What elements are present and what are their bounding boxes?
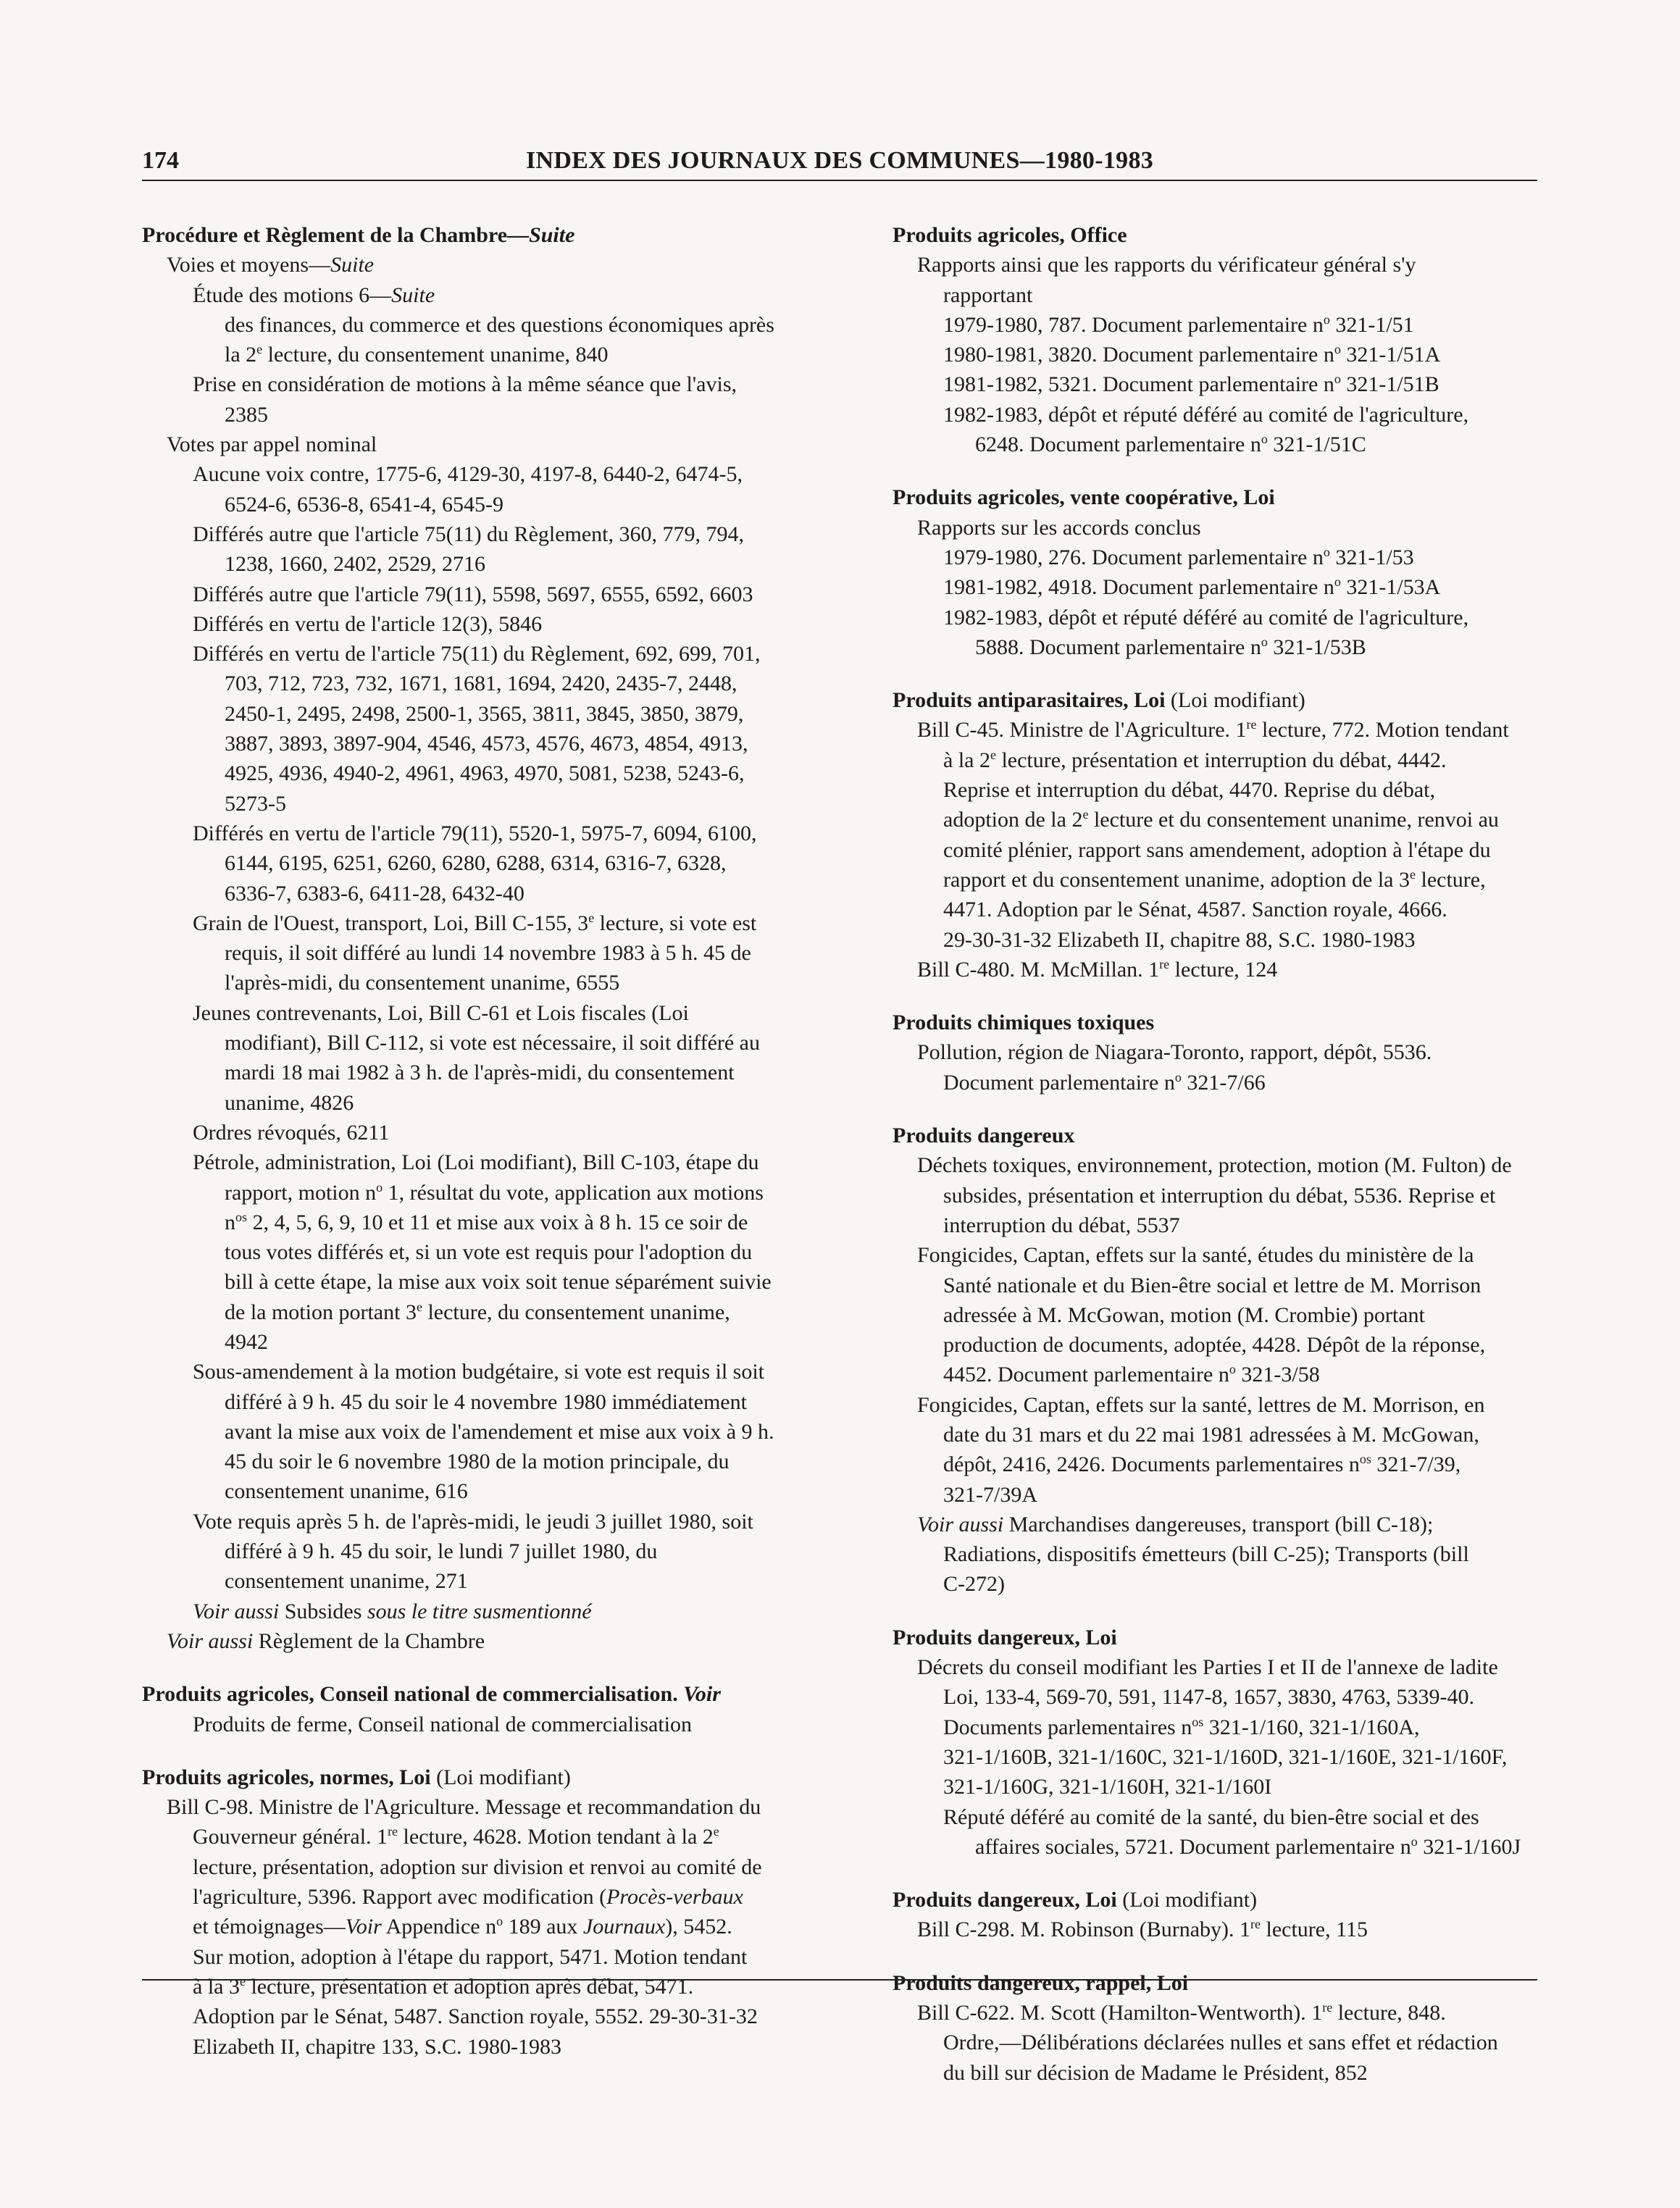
entry-line: 1979-1980, 276. Document parlementaire $n^o$ 321-1/53 bbox=[943, 545, 1414, 569]
entry-line: du bill sur décision de Madame le Président, 852 bbox=[943, 2060, 1368, 2085]
index-entry bbox=[893, 1121, 1537, 1599]
entry-line: Voies et moyens—Suite bbox=[167, 253, 375, 277]
index-entry bbox=[893, 1008, 1537, 1097]
entry-heading: Procédure et Règlement de la Chambre—Suite bbox=[142, 223, 575, 247]
entry-line: adoption de la 2e lecture et du consentement unanime, renvoi au bbox=[943, 807, 1499, 832]
entry-line: 29-30-31-32 Elizabeth II, chapitre 88, S.C. 1980-1983 bbox=[943, 927, 1416, 952]
entry-heading: Produits dangereux, rappel, Loi bbox=[893, 1970, 1189, 1995]
entry-line: 1982-1983, dépôt et réputé déféré au comité de l'agriculture, bbox=[943, 605, 1469, 630]
entry-line: modifiant), Bill C-112, si vote est nécessaire, il soit différé au bbox=[225, 1031, 760, 1055]
entry-line: lecture, présentation, adoption sur division et renvoi au comité de bbox=[193, 1854, 762, 1879]
entry-line: subsides, présentation et interruption du débat, 5536. Reprise et bbox=[943, 1183, 1496, 1208]
entry-line: Rapports ainsi que les rapports du vérificateur général s'y bbox=[917, 253, 1416, 277]
entry-line: Différés en vertu de l'article 75(11) du Règlement, 692, 699, 701, bbox=[193, 642, 761, 666]
entry-line: 4452. Document parlementaire $n^o$ 321-3/58 bbox=[943, 1362, 1320, 1387]
entry-line: 6336-7, 6383-6, 6411-28, 6432-40 bbox=[225, 881, 525, 906]
entry-line: 1980-1981, 3820. Document parlementaire $n^o$ 321-1/51A bbox=[943, 342, 1441, 367]
entry-line: Différés en vertu de l'article 79(11), 5520-1, 5975-7, 6094, 6100, bbox=[193, 821, 757, 845]
entry-line: C-272) bbox=[943, 1572, 1005, 1597]
entry-line: Étude des motions 6—Suite bbox=[193, 283, 435, 307]
entry-line: à la 3e lecture, présentation et adoption après débat, 5471. bbox=[193, 1974, 694, 1999]
entry-line: Ordre,—Délibérations déclarées nulles et sans effet et rédaction bbox=[943, 2031, 1498, 2055]
entry-line: Grain de l'Ouest, transport, Loi, Bill C-155, 3e lecture, si vote est bbox=[193, 911, 757, 935]
entry-line: Produits de ferme, Conseil national de commercialisation bbox=[193, 1712, 692, 1736]
entry-line: 6248. Document parlementaire $n^o$ 321-1/51C bbox=[975, 432, 1366, 457]
entry-line: rapportant bbox=[943, 283, 1033, 307]
index-entry bbox=[142, 220, 888, 1656]
entry-line: interruption du débat, 5537 bbox=[943, 1213, 1180, 1237]
entry-heading: Produits agricoles, Conseil national de commercialisation. Voir bbox=[142, 1682, 721, 1707]
entry-line: Fongicides, Captan, effets sur la santé, lettres de M. Morrison, en bbox=[917, 1392, 1485, 1417]
entry-line: avant la mise aux voix de l'amendement et mise aux voix à 9 h. bbox=[225, 1419, 774, 1444]
entry-line: Aucune voix contre, 1775-6, 4129-30, 4197-8, 6440-2, 6474-5, bbox=[193, 462, 743, 487]
entry-line: 45 du soir le 6 novembre 1980 de la motion principale, du bbox=[225, 1450, 730, 1474]
entry-line: 1981-1982, 5321. Document parlementaire $n^o$ 321-1/51B bbox=[943, 372, 1439, 397]
entry-line: Bill C-98. Ministre de l'Agriculture. Message et recommandation du bbox=[167, 1795, 761, 1820]
entry-heading: Produits dangereux, Loi bbox=[893, 1625, 1117, 1649]
entry-line: Décrets du conseil modifiant les Parties I et II de l'annexe de ladite bbox=[917, 1655, 1498, 1680]
entry-line: Rapports sur les accords conclus bbox=[917, 515, 1201, 540]
entry-line: adressée à M. McGowan, motion (M. Crombie) portant bbox=[943, 1302, 1425, 1327]
entry-line: Différés autre que l'article 79(11), 5598, 5697, 6555, 6592, 6603 bbox=[193, 582, 753, 606]
entry-line: 6524-6, 6536-8, 6541-4, 6545-9 bbox=[225, 492, 503, 517]
entry-line: Voir aussi Subsides sous le titre susmentionné bbox=[193, 1599, 592, 1623]
entry-line: des finances, du commerce et des questions économiques après bbox=[225, 312, 774, 337]
entry-line: Prise en considération de motions à la même séance que l'avis, bbox=[193, 372, 737, 397]
entry-line: 6144, 6195, 6251, 6260, 6280, 6288, 6314, 6316-7, 6328, bbox=[225, 851, 727, 876]
entry-line: rapport et du consentement unanime, adoption de la 3e lecture, bbox=[943, 867, 1486, 892]
index-entry bbox=[142, 1679, 888, 1739]
index-entry bbox=[893, 685, 1537, 984]
entry-line: 5273-5 bbox=[225, 791, 286, 816]
entry-line: Document parlementaire $n^o$ 321-7/66 bbox=[943, 1069, 1266, 1095]
entry-line: unanime, 4826 bbox=[225, 1090, 354, 1115]
entry-line: date du 31 mars et du 22 mai 1981 adressées à M. McGowan, bbox=[943, 1422, 1479, 1447]
entry-line: Sur motion, adoption à l'étape du rapport, 5471. Motion tendant bbox=[193, 1944, 748, 1969]
entry-line: Bill C-45. Ministre de l'Agriculture. 1re lecture, 772. Motion tendant bbox=[917, 717, 1509, 743]
entry-line: affaires sociales, 5721. Document parlementaire $n^o$ 321-1/160J bbox=[975, 1834, 1521, 1859]
header-rule bbox=[142, 180, 1537, 181]
entry-line: 1979-1980, 787. Document parlementaire $n^o$ 321-1/51 bbox=[943, 312, 1414, 337]
entry-line: dépôt, 2416, 2426. Documents parlementaires $n^{os}$ 321-7/39, bbox=[943, 1452, 1461, 1477]
entry-line: Sous-amendement à la motion budgétaire, si vote est requis il soit bbox=[193, 1360, 765, 1384]
entry-line: Documents parlementaires $n^{os}$ 321-1/160, 321-1/160A, bbox=[943, 1714, 1420, 1739]
entry-heading: Produits chimiques toxiques bbox=[893, 1011, 1155, 1035]
entry-line: Reprise et interruption du débat, 4470. Reprise du débat, bbox=[943, 778, 1435, 803]
entry-line: 2450-1, 2495, 2498, 2500-1, 3565, 3811, 3845, 3850, 3879, bbox=[225, 701, 744, 726]
entry-line: Pétrole, administration, Loi (Loi modifiant), Bill C-103, étape du bbox=[193, 1150, 759, 1175]
entry-line: 703, 712, 723, 732, 1671, 1681, 1694, 2420, 2435-7, 2448, bbox=[225, 672, 737, 696]
entry-line: Vote requis après 5 h. de l'après-midi, le jeudi 3 juillet 1980, soit bbox=[193, 1509, 753, 1534]
entry-line: Loi, 133-4, 569-70, 591, 1147-8, 1657, 3830, 4763, 5339-40. bbox=[943, 1685, 1475, 1710]
entry-line: mardi 18 mai 1982 à 3 h. de l'après-midi, du consentement bbox=[225, 1061, 735, 1085]
entry-line: Réputé déféré au comité de la santé, du bien-être social et des bbox=[943, 1805, 1479, 1829]
entry-line: Bill C-480. M. McMillan. 1re lecture, 124 bbox=[917, 957, 1278, 982]
entry-heading: Produits dangereux, Loi (Loi modifiant) bbox=[893, 1888, 1258, 1912]
entry-line: Bill C-622. M. Scott (Hamilton-Wentworth). 1re lecture, 848. bbox=[917, 2000, 1446, 2025]
entry-line: Voir aussi Marchandises dangereuses, transport (bill C-18); bbox=[917, 1512, 1434, 1536]
entry-line: l'après-midi, du consentement unanime, 6555 bbox=[225, 971, 620, 995]
index-entry bbox=[893, 220, 1537, 459]
entry-line: $n^{os}$ 2, 4, 5, 6, 9, 10 et 11 et mise aux voix à 8 h. 15 ce soir de bbox=[225, 1210, 748, 1234]
entry-line: comité plénier, rapport sans amendement, adoption à l'étape du bbox=[943, 837, 1491, 862]
entry-heading: Produits dangereux bbox=[893, 1124, 1075, 1148]
entry-line: consentement unanime, 271 bbox=[225, 1569, 468, 1594]
entry-line: bill à cette étape, la mise aux voix soit tenue séparément suivie bbox=[225, 1270, 772, 1295]
entry-line: Santé nationale et du Bien-être social et lettre de M. Morrison bbox=[943, 1273, 1482, 1297]
entry-line: Différés autre que l'article 75(11) du Règlement, 360, 779, 794, bbox=[193, 522, 745, 546]
entry-line: Adoption par le Sénat, 5487. Sanction royale, 5552. 29-30-31-32 bbox=[193, 2004, 758, 2029]
entry-line: 321-1/160G, 321-1/160H, 321-1/160I bbox=[943, 1775, 1272, 1799]
entry-line: Radiations, dispositifs émetteurs (bill C-25); Transports (bill bbox=[943, 1542, 1469, 1567]
entry-line: Bill C-298. M. Robinson (Burnaby). 1re lecture, 115 bbox=[917, 1917, 1368, 1942]
entry-line: 4471. Adoption par le Sénat, 4587. Sanction royale, 4666. bbox=[943, 898, 1447, 922]
entry-line: différé à 9 h. 45 du soir le 4 novembre 1980 immédiatement bbox=[225, 1389, 747, 1414]
entry-heading: Produits agricoles, normes, Loi (Loi modifiant) bbox=[142, 1765, 571, 1789]
entry-line: requis, il soit différé au lundi 14 novembre 1983 à 5 h. 45 de bbox=[225, 941, 751, 966]
page-header bbox=[142, 146, 1537, 181]
entry-line: et témoignages—Voir Appendice $n^o$ 189 aux Journaux), 5452. bbox=[193, 1914, 732, 1939]
entry-line: Jeunes contrevenants, Loi, Bill C-61 et Lois fiscales (Loi bbox=[193, 1000, 689, 1025]
index-entry bbox=[893, 482, 1537, 662]
entry-line: Fongicides, Captan, effets sur la santé, études du ministère de la bbox=[917, 1243, 1474, 1268]
entry-line: à la 2e lecture, présentation et interruption du débat, 4442. bbox=[943, 747, 1447, 772]
index-entry bbox=[893, 1885, 1537, 1945]
entry-line: Ordres révoqués, 6211 bbox=[193, 1120, 390, 1145]
index-entry bbox=[893, 1968, 1537, 2088]
entry-line: rapport, motion $n^o$ 1, résultat du vote, application aux motions bbox=[225, 1179, 764, 1205]
entry-line: différé à 9 h. 45 du soir, le lundi 7 juillet 1980, du bbox=[225, 1539, 658, 1564]
entry-line: 5888. Document parlementaire $n^o$ 321-1/53B bbox=[975, 635, 1366, 659]
entry-line: Elizabeth II, chapitre 133, S.C. 1980-1983 bbox=[193, 2034, 562, 2059]
entry-line: 321-1/160B, 321-1/160C, 321-1/160D, 321-1/160E, 321-1/160F, bbox=[943, 1744, 1508, 1769]
entry-line: 4925, 4936, 4940-2, 4961, 4963, 4970, 5081, 5238, 5243-6, bbox=[225, 761, 745, 786]
right-column bbox=[893, 220, 1537, 2111]
entry-line: 1238, 1660, 2402, 2529, 2716 bbox=[225, 552, 485, 577]
entry-line: l'agriculture, 5396. Rapport avec modification (Procès-verbaux bbox=[193, 1885, 743, 1910]
entry-line: consentement unanime, 616 bbox=[225, 1479, 468, 1504]
entry-line: 3887, 3893, 3897-904, 4546, 4573, 4576, 4673, 4854, 4913, bbox=[225, 732, 748, 756]
entry-line: de la motion portant 3e lecture, du consentement unanime, bbox=[225, 1299, 730, 1324]
entry-line: la 2e lecture, du consentement unanime, 840 bbox=[225, 342, 609, 367]
index-entry bbox=[142, 1762, 888, 2062]
entry-heading: Produits agricoles, Office bbox=[893, 223, 1127, 247]
entry-line: 1981-1982, 4918. Document parlementaire $n^o$ 321-1/53A bbox=[943, 574, 1441, 600]
entry-line: Voir aussi Règlement de la Chambre bbox=[167, 1628, 485, 1653]
entry-line: 2385 bbox=[225, 402, 268, 427]
entry-line: Pollution, région de Niagara-Toronto, rapport, dépôt, 5536. bbox=[917, 1040, 1432, 1065]
entry-line: tous votes différés et, si un vote est requis pour l'adoption du bbox=[225, 1240, 753, 1265]
entry-line: Gouverneur général. 1re lecture, 4628. Motion tendant à la 2e bbox=[193, 1824, 719, 1849]
left-column bbox=[142, 220, 888, 2085]
footer-rule bbox=[142, 1979, 1537, 1981]
index-entry bbox=[893, 1623, 1537, 1862]
entry-line: 4942 bbox=[225, 1329, 268, 1354]
entry-heading: Produits agricoles, vente coopérative, Loi bbox=[893, 485, 1275, 510]
entry-line: 1982-1983, dépôt et réputé déféré au comité de l'agriculture, bbox=[943, 402, 1469, 427]
entry-line: Différés en vertu de l'article 12(3), 5846 bbox=[193, 611, 543, 636]
running-title: INDEX DES JOURNAUX DES COMMUNES—1980-1983 bbox=[525, 147, 1154, 174]
page-number: 174 bbox=[142, 147, 179, 174]
entry-line: 321-7/39A bbox=[943, 1482, 1037, 1507]
entry-heading: Produits antiparasitaires, Loi (Loi modifiant) bbox=[893, 688, 1305, 713]
entry-line: production de documents, adoptée, 4428. Dépôt de la réponse, bbox=[943, 1333, 1486, 1358]
entry-line: Votes par appel nominal bbox=[167, 432, 377, 457]
entry-line: Déchets toxiques, environnement, protection, motion (M. Fulton) de bbox=[917, 1153, 1512, 1178]
